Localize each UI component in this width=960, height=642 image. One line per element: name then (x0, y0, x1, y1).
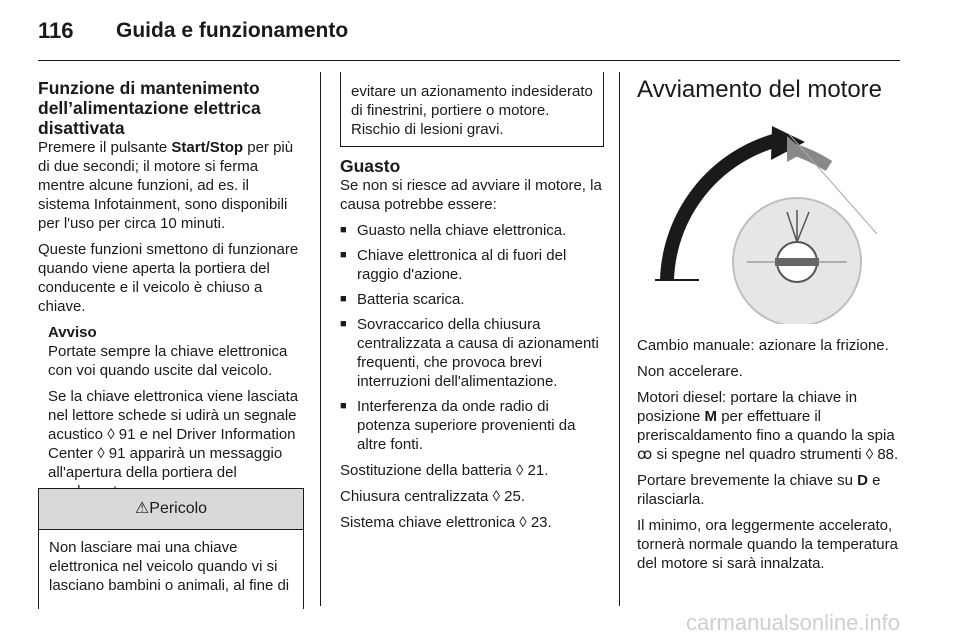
text: Motori diesel: portare la chiave in posizione (637, 389, 858, 425)
page-header (0, 0, 960, 60)
watermark: carmanualsonline.info (685, 610, 900, 635)
paragraph (38, 138, 302, 233)
section-heading: Funzione di mantenimento dell’alimentazione elettrica disattivata (38, 78, 261, 138)
paragraph: Cambio manuale: azionare la frizione. (637, 337, 889, 354)
warning-header (39, 489, 303, 530)
text: per effettuare il preriscaldamento fino a quando la spia ꝏ si spegne nel quadro strumenti ◊ 88. (637, 408, 899, 463)
cross-reference: Chiusura centralizzata ◊ 25. (340, 488, 526, 505)
list-item: ■ Chiave elettronica al di fuori del raggio d'azione. (340, 246, 602, 284)
warning-body: Non lasciare mai una chiave elettronica nel veicolo quando vi si lasciano bambini o animali, al fine di (49, 539, 290, 594)
bold-text: Start/Stop (171, 139, 244, 156)
bold-text: D (857, 472, 868, 489)
list-item: ■ Interferenza da onde radio di potenza superiore provenienti da altre fonti. (340, 397, 602, 454)
column-3 (637, 72, 901, 580)
list-item: ■ Batteria scarica. (340, 290, 602, 309)
column-2 (340, 156, 602, 539)
cause-list (340, 221, 602, 454)
warning-continued-text: evitare un azionamento indesiderato di finestrini, portiere o motore. Rischio di lesioni gravi. (351, 83, 593, 138)
text: Portare brevemente la chiave su (637, 472, 858, 489)
ignition-illustration (637, 114, 901, 324)
paragraph: Il minimo, ora leggermente accelerato, tornerà normale quando la temperatura del motore si sarà innalzata. (637, 517, 898, 572)
text: e rilasciarla. (637, 472, 881, 508)
paragraph: Queste funzioni smettono di funzionare quando viene aperta la portiera del conducente e il veicolo è chiuso a chiave. (38, 241, 299, 315)
paragraph: Se non si riesce ad avviare il motore, la causa potrebbe essere: (340, 177, 602, 213)
section-heading: Guasto (340, 156, 401, 176)
page-number: 116 (38, 18, 74, 43)
cross-reference: Sostituzione della batteria ◊ 21. (340, 462, 549, 479)
section-heading: Avviamento del motore (637, 76, 883, 103)
note-paragraph: Portate sempre la chiave elettronica con voi quando uscite dal veicolo. (48, 343, 288, 379)
paragraph: Non accelerare. (637, 363, 743, 380)
text: per più di due secondi; il motore si ferma mentre alcune funzioni, ad es. il sistema Infotainment, sono disponibili per l'uso per circa 10 minuti. (38, 139, 294, 232)
list-item: ■ Sovraccarico della chiusura centralizzata a causa di azionamenti frequenti, che provoca brevi interruzioni dell'alimentazione. (340, 315, 602, 391)
text: Premere il pulsante (38, 139, 172, 156)
bold-text: M (704, 408, 718, 425)
note-paragraph: Se la chiave elettronica viene lasciata nel lettore schede si udirà un segnale acustico ◊ 91 e nel Driver Information Center ◊ 91 apparirà un messaggio all'apertura della portiera del (48, 388, 299, 481)
column-divider (320, 72, 321, 606)
section-title: Guida e funzionamento (116, 19, 349, 42)
note-block (48, 323, 302, 501)
warning-title: Pericolo (149, 500, 208, 517)
cross-reference: Sistema chiave elettronica ◊ 23. (340, 514, 552, 531)
column-1 (38, 72, 302, 508)
paragraph (637, 471, 901, 509)
header-rule (38, 60, 900, 61)
warning-icon: ⚠ (134, 500, 150, 517)
column-divider (619, 72, 620, 606)
note-title: Avviso (48, 324, 97, 341)
warning-box-continued (340, 72, 604, 147)
list-item: ■ Guasto nella chiave elettronica. (340, 221, 602, 240)
paragraph (637, 388, 901, 464)
warning-box (38, 488, 304, 609)
ignition-switch-diagram (637, 114, 901, 324)
